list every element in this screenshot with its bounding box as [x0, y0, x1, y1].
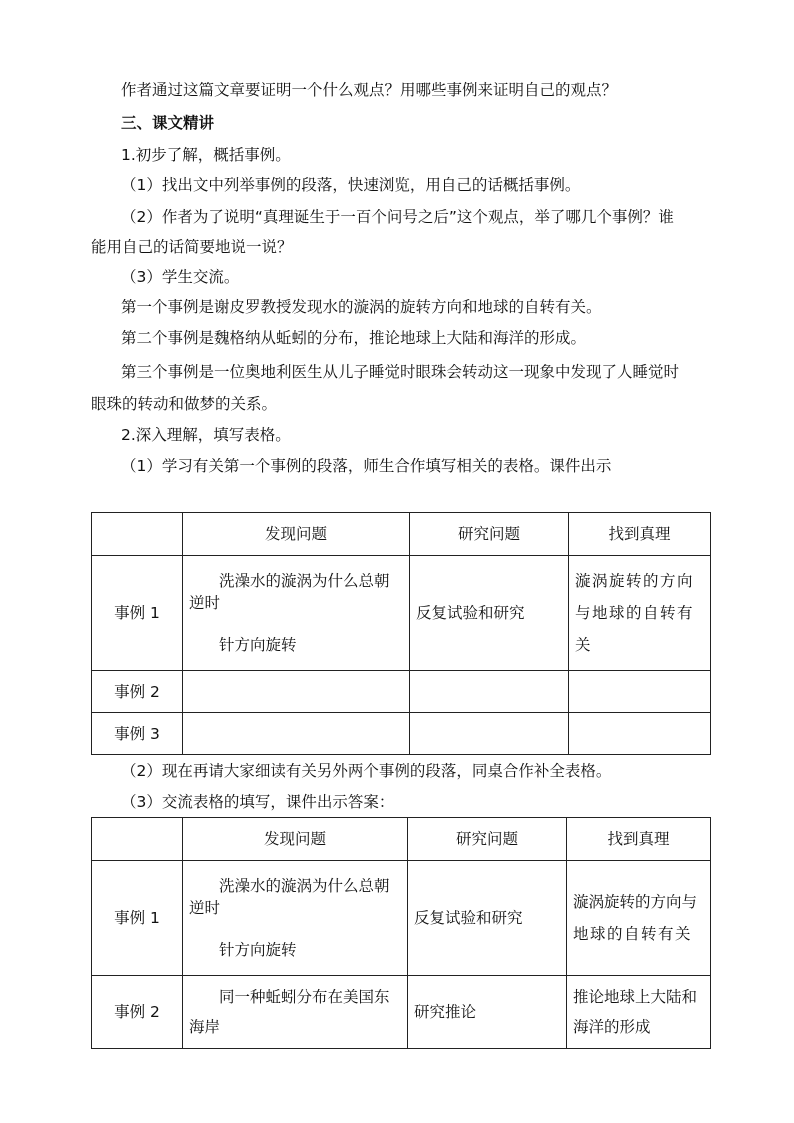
row-label: 事例 2	[92, 671, 183, 713]
step-heading-2: 2.深入理解，填写表格。	[121, 426, 291, 444]
cell-text: 针方向旋转	[219, 941, 297, 959]
paragraph-step-1-2a: （2）作者为了说明“真理诞生于一百个问号之后”这个观点，举了哪几个事例？谁	[121, 208, 674, 226]
cell-text: 海岸	[189, 1018, 221, 1036]
cell-text: 漩涡旋转的方向与	[573, 893, 698, 911]
cell-text: 关	[575, 636, 591, 654]
cell-text: 地球的自转有关	[573, 925, 693, 943]
cell-truth	[569, 556, 711, 671]
table-row	[92, 976, 711, 1049]
table-header-discover: 发现问题	[183, 818, 408, 861]
paragraph-step-2-3: （3）交流表格的填写，课件出示答案：	[121, 793, 395, 811]
table-row	[92, 671, 711, 713]
table-header-row	[92, 818, 711, 861]
cell-text: 海洋的形成	[573, 1018, 651, 1036]
paragraph-example-1: 第一个事例是谢皮罗教授发现水的漩涡的旋转方向和地球的自转有关。	[121, 298, 602, 316]
cell-truth	[567, 976, 711, 1049]
cell-text: 洗澡水的漩涡为什么总朝	[219, 572, 390, 590]
table-row	[92, 556, 711, 671]
cell-text: 逆时	[189, 899, 221, 917]
table-row	[92, 713, 711, 755]
cell-discover	[183, 671, 410, 713]
table-answers	[91, 817, 711, 1049]
cell-research	[410, 671, 569, 713]
cell-truth	[567, 861, 711, 976]
paragraph-step-1-1: （1）找出文中列举事例的段落，快速浏览，用自己的话概括事例。	[121, 176, 581, 194]
table-row	[92, 861, 711, 976]
cell-research	[410, 713, 569, 755]
step-heading-1: 1.初步了解，概括事例。	[121, 146, 291, 164]
paragraph-step-2-2: （2）现在再请大家细读有关另外两个事例的段落，同桌合作补全表格。	[121, 762, 612, 780]
cell-discover	[183, 861, 408, 976]
cell-text: 针方向旋转	[219, 636, 297, 654]
table-header-empty	[92, 513, 183, 556]
table-header-row	[92, 513, 711, 556]
table-header-research: 研究问题	[410, 513, 569, 556]
cell-discover	[183, 976, 408, 1049]
section-heading: 三、课文精讲	[121, 114, 215, 132]
cell-text: 与地球的自转有	[575, 604, 695, 622]
cell-research: 研究推论	[408, 976, 567, 1049]
cell-text: 推论地球上大陆和	[573, 988, 698, 1006]
paragraph-step-1-3: （3）学生交流。	[121, 268, 240, 286]
cell-discover	[183, 556, 410, 671]
cell-text: 逆时	[189, 594, 221, 612]
row-label: 事例 3	[92, 713, 183, 755]
cell-research: 反复试验和研究	[410, 556, 569, 671]
table-header-truth: 找到真理	[567, 818, 711, 861]
cell-text: 漩涡旋转的方向	[575, 572, 695, 590]
row-label: 事例 2	[92, 976, 183, 1049]
paragraph-example-3b: 眼珠的转动和做梦的关系。	[91, 395, 278, 413]
paragraph-example-2: 第二个事例是魏格纳从蚯蚓的分布，推论地球上大陆和海洋的形成。	[121, 329, 587, 347]
table-header-empty	[92, 818, 183, 861]
paragraph-question: 作者通过这篇文章要证明一个什么观点？用哪些事例来证明自己的观点？	[121, 81, 618, 99]
table-header-discover: 发现问题	[183, 513, 410, 556]
table-header-truth: 找到真理	[569, 513, 711, 556]
cell-text: 洗澡水的漩涡为什么总朝	[219, 877, 390, 895]
row-label: 事例 1	[92, 861, 183, 976]
table-example-1	[91, 512, 711, 755]
cell-research: 反复试验和研究	[408, 861, 567, 976]
paragraph-example-3a: 第三个事例是一位奥地利医生从儿子睡觉时眼珠会转动这一现象中发现了人睡觉时	[121, 363, 680, 381]
cell-truth	[569, 671, 711, 713]
cell-discover	[183, 713, 410, 755]
cell-text: 同一种蚯蚓分布在美国东	[219, 988, 390, 1006]
paragraph-step-1-2b: 能用自己的话简要地说一说？	[91, 238, 293, 256]
row-label: 事例 1	[92, 556, 183, 671]
cell-truth	[569, 713, 711, 755]
table-header-research: 研究问题	[408, 818, 567, 861]
paragraph-step-2-1: （1）学习有关第一个事例的段落，师生合作填写相关的表格。课件出示	[121, 457, 612, 475]
